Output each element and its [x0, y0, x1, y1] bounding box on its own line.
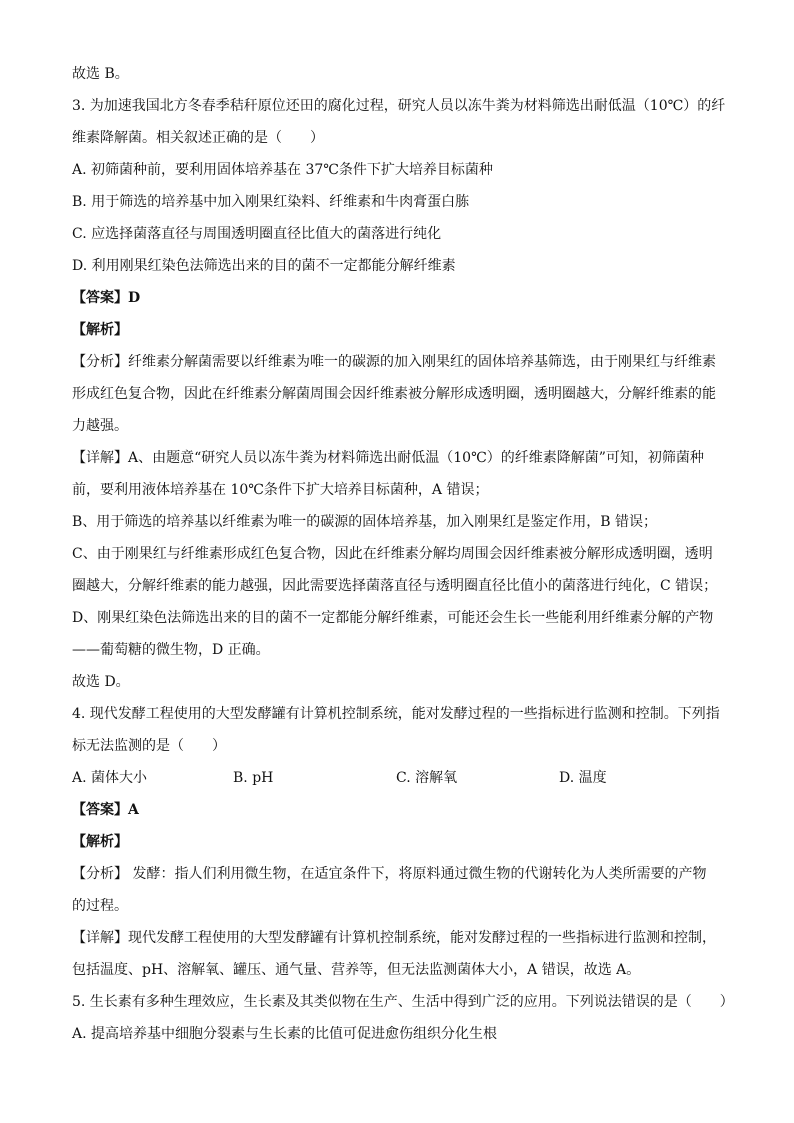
question-5-option-a: A. 提高培养基中细胞分裂素与生长素的比值可促进愈伤组织分化生根 [72, 1026, 498, 1042]
question-4-option-c: C. 溶解氧 [396, 770, 458, 786]
explanation-text: 【详解】现代发酵工程使用的大型发酵罐有计算机控制系统，能对发酵过程的一些指标进行监测和控制， [72, 930, 716, 946]
question-4-stem-cont: 标无法监测的是（ ） [72, 738, 226, 754]
analysis-text: 力越强。 [72, 418, 128, 434]
question-4-option-a: A. 菌体大小 [72, 770, 148, 786]
conclusion-text: 故选 D。 [72, 674, 130, 690]
explanation-text: 圈越大，分解纤维素的能力越强，因此需要选择菌落直径与透明圈直径比值小的菌落进行纯化，C 错误； [72, 578, 718, 594]
question-3-option-c: C. 应选择菌落直径与周围透明圈直径比值大的菌落进行纯化 [72, 226, 442, 242]
analysis-text: 【分析】 发酵：指人们利用微生物，在适宜条件下，将原料通过微生物的代谢转化为人类所需要的产物 [72, 866, 707, 882]
question-3-option-d: D. 利用刚果红染色法筛选出来的目的菌不一定都能分解纤维素 [72, 258, 456, 274]
question-4-option-d: D. 温度 [559, 770, 607, 786]
question-3-stem: 3. 为加速我国北方冬春季秸秆原位还田的腐化过程，研究人员以冻牛粪为材料筛选出耐低温（10℃）的纤 [72, 98, 726, 114]
explanation-text: 包括温度、pH、溶解氧、罐压、通气量、营养等，但无法监测菌体大小，A 错误，故选 A。 [72, 962, 641, 978]
explanation-text: C、由于刚果红与纤维素形成红色复合物，因此在纤维素分解均周围会因纤维素被分解形成透明圈，透明 [72, 546, 713, 562]
explanation-text: 【详解】A、由题意“研究人员以冻牛粪为材料筛选出耐低温（10℃）的纤维素降解菌”可知，初筛菌种 [72, 450, 704, 466]
answer-label: 【答案】A [72, 802, 139, 818]
analysis-text: 形成红色复合物，因此在纤维素分解菌周围会因纤维素被分解形成透明圈，透明圈越大，分解纤维素的能 [72, 386, 716, 402]
analysis-label: 【解析】 [72, 322, 128, 338]
analysis-label: 【解析】 [72, 834, 128, 850]
explanation-text: B、用于筛选的培养基以纤维素为唯一的碳源的固体培养基，加入刚果红是鉴定作用，B 错误； [72, 514, 658, 530]
question-3-stem-cont: 维素降解菌。相关叙述正确的是（ ） [72, 130, 324, 146]
question-4-stem: 4. 现代发酵工程使用的大型发酵罐有计算机控制系统，能对发酵过程的一些指标进行监测和控制。下列指 [72, 706, 720, 722]
question-5-stem: 5. 生长素有多种生理效应，生长素及其类似物在生产、生活中得到广泛的应用。下列说法错误的是（ ） [72, 994, 734, 1010]
explanation-text: ——葡萄糖的微生物，D 正确。 [72, 642, 270, 658]
question-3-option-a: A. 初筛菌种前，要利用固体培养基在 37℃条件下扩大培养目标菌种 [72, 162, 493, 178]
question-3-option-b: B. 用于筛选的培养基中加入刚果红染料、纤维素和牛肉膏蛋白胨 [72, 194, 470, 210]
answer-label: 【答案】D [72, 290, 141, 306]
question-4-option-b: B. pH [233, 770, 274, 786]
text-line: 故选 B。 [72, 66, 129, 82]
analysis-text: 的过程。 [72, 898, 128, 914]
explanation-text: 前，要利用液体培养基在 10℃条件下扩大培养目标菌种，A 错误； [72, 482, 489, 498]
analysis-text: 【分析】纤维素分解菌需要以纤维素为唯一的碳源的加入刚果红的固体培养基筛选，由于刚果红与纤维素 [72, 354, 716, 370]
explanation-text: D、刚果红染色法筛选出来的目的菌不一定都能分解纤维素，可能还会生长一些能利用纤维素分解的产物 [72, 610, 714, 626]
